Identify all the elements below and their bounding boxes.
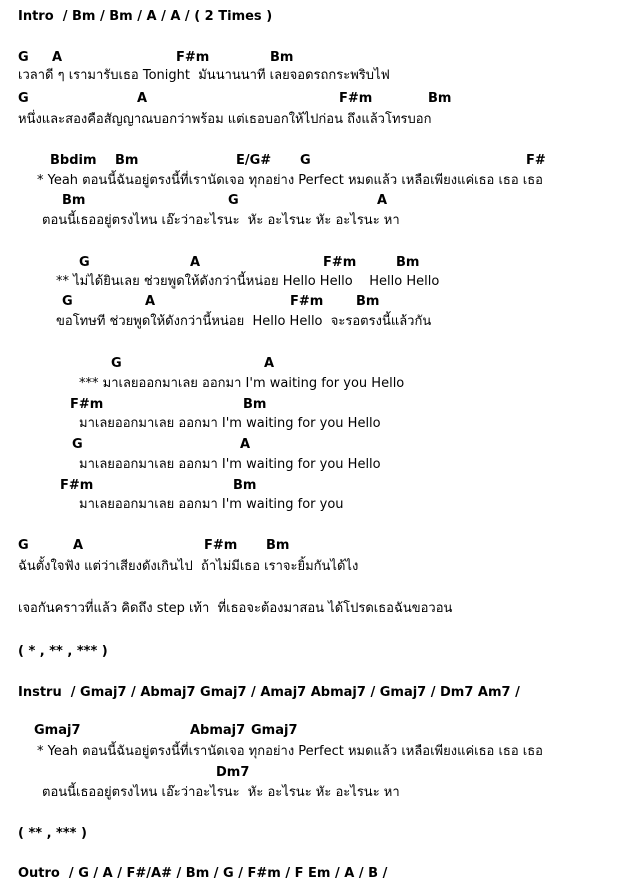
lyric-line: ตอนนี้เธออยู่ตรงไหน เอ๊ะว่าอะไรนะ หัะ อะไรนะ หัะ อะไรนะ หา [42,785,400,800]
chord-label: F#m [60,478,94,493]
chord-label: A [377,193,388,208]
lyric-line: * Yeah ตอนนี้ฉันอยู่ตรงนี้ที่เรานัดเจอ ทุกอย่าง Perfect หมดแล้ว เหลือเพียงแค่เธอ เธอ เธอ [37,744,543,759]
chord-label: Gmaj7 [34,723,81,738]
chord-label: Bm [356,294,380,309]
chord-label: G [72,437,83,452]
lyric-line: มาเลยออกมาเลย ออกมา I'm waiting for you Hello [79,416,381,431]
chord-label: A [190,255,201,270]
chord-label: Bm [62,193,86,208]
chord-label: G [300,153,311,168]
chord-label: F# [526,153,546,168]
lyric-line: เจอกันคราวที่แล้ว คิดถึง step เท้า ที่เธอจะต้องมาสอน ได้โปรดเธอฉันขอวอน [18,601,453,616]
chord-label: A [264,356,275,371]
chord-label: Dm7 [216,765,250,780]
lyric-line: *** มาเลยออกมาเลย ออกมา I'm waiting for you Hello [79,376,405,391]
chord-label: A [73,538,84,553]
chord-label: G [18,538,29,553]
lyric-line: ขอโทษที ช่วยพูดให้ดังกว่านี้หน่อย Hello Hello จะรอตรงนี้แล้วกัน [56,314,432,329]
chord-label: G [18,91,29,106]
lyric-line: ตอนนี้เธออยู่ตรงไหน เอ๊ะว่าอะไรนะ หัะ อะไรนะ หัะ อะไรนะ หา [42,213,400,228]
chord-label: A [52,50,63,65]
chord-label: G [79,255,90,270]
chord-label: G [18,50,29,65]
lyric-line: มาเลยออกมาเลย ออกมา I'm waiting for you [79,497,344,512]
lyric-line: หนึ่งและสองคือสัญญาณบอกว่าพร้อม แต่เธอบอกให้ไปก่อน ถึงแล้วโทรบอก [18,112,432,127]
chord-label: A [137,91,148,106]
chord-label: Bm [115,153,139,168]
chord-label: Bm [243,397,267,412]
chord-label: Bm [233,478,257,493]
chord-label: A [240,437,251,452]
chord-label: G [111,356,122,371]
chord-label: Gmaj7 [251,723,298,738]
chord-label: Abmaj7 [190,723,246,738]
section-header: Outro / G / A / F#/A# / Bm / G / F#m / F Em / A / B / [18,866,388,881]
chord-label: F#m [290,294,324,309]
chord-label: F#m [176,50,210,65]
lyric-line: ฉันตั้งใจฟัง แต่ว่าเสียงดังเกินไป ถ้าไม่มีเธอ เราจะยิ้มกันได้ไง [18,559,359,574]
chord-label: Bm [428,91,452,106]
lyric-line: เวลาดี ๆ เรามารับเธอ Tonight มันนานนาที เลยจอดรถกระพริบไฟ [18,68,390,83]
chord-label: G [228,193,239,208]
chord-label: F#m [204,538,238,553]
chord-label: F#m [339,91,373,106]
lyric-line: * Yeah ตอนนี้ฉันอยู่ตรงนี้ที่เรานัดเจอ ทุกอย่าง Perfect หมดแล้ว เหลือเพียงแค่เธอ เธอ เธอ [37,173,543,188]
chord-label: Bbdim [50,153,97,168]
lyric-line: ** ไม่ได้ยินเลย ช่วยพูดให้ดังกว่านี้หน่อย Hello Hello Hello Hello [56,274,440,289]
chord-label: Bm [266,538,290,553]
lyric-line: มาเลยออกมาเลย ออกมา I'm waiting for you Hello [79,457,381,472]
chord-label: F#m [70,397,104,412]
chord-label: Bm [270,50,294,65]
chord-label: F#m [323,255,357,270]
chord-label: G [62,294,73,309]
section-header: ( * , ** , *** ) [18,644,108,659]
section-header: ( ** , *** ) [18,826,87,841]
chord-label: Bm [396,255,420,270]
chord-label: E/G# [236,153,272,168]
section-header: Instru / Gmaj7 / Abmaj7 Gmaj7 / Amaj7 Abmaj7 / Gmaj7 / Dm7 Am7 / [18,685,520,700]
section-header: Intro / Bm / Bm / A / A / ( 2 Times ) [18,9,273,24]
chord-label: A [145,294,156,309]
